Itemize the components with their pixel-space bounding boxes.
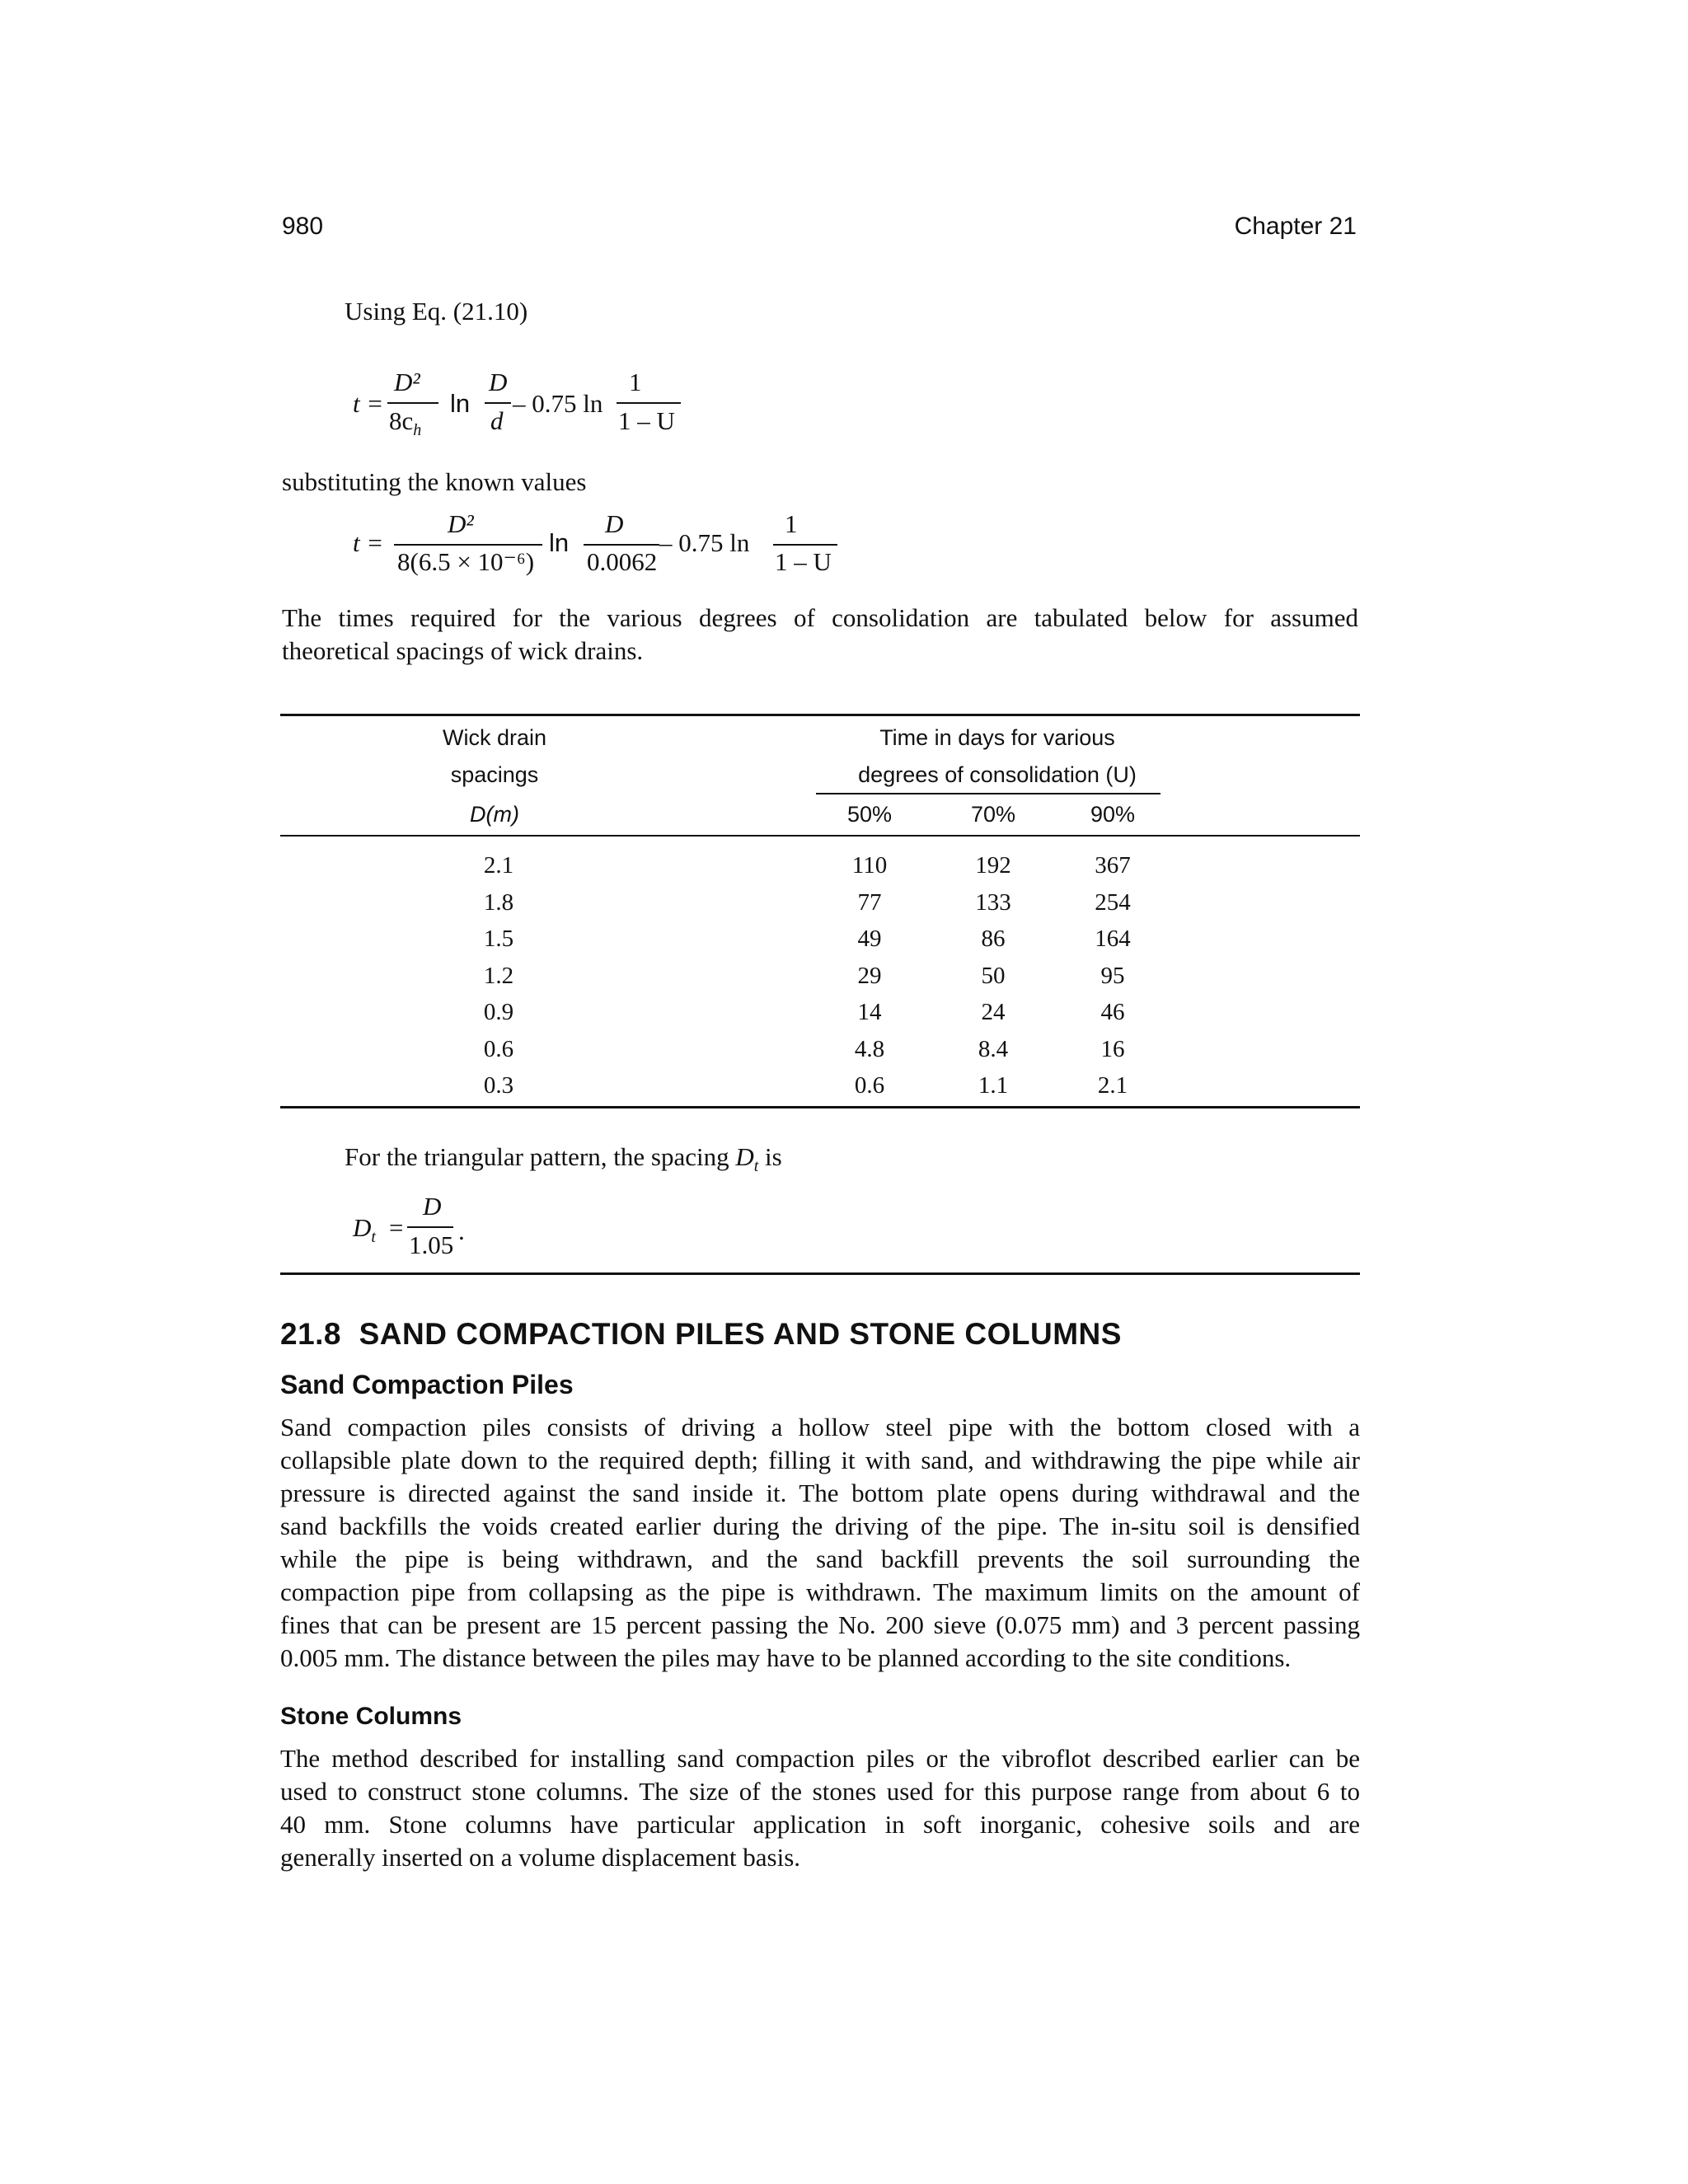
eq2-ln1: ln — [549, 528, 570, 557]
paragraph-line: fines that can be present are 15 percent passing the No. 200 sieve (0.075 mm) and 3 percent passing — [280, 1610, 1360, 1639]
eq2-frac1-bar — [394, 544, 542, 546]
group-header-line2: degrees of consolidation (U) — [858, 762, 1137, 787]
paragraph-line: generally inserted on a volume displacement basis. — [280, 1843, 801, 1872]
paragraph-line: while the pipe is being withdrawn, and the sand backfill prevents the soil surrounding the — [280, 1544, 1360, 1573]
table-cell-days: 164 — [1095, 926, 1131, 952]
table-cell-days: 95 — [1100, 962, 1125, 989]
triangular-text-after: is — [758, 1142, 782, 1171]
tri-eq-lhs-main: D — [353, 1213, 372, 1242]
eq1-lhs: t = — [353, 389, 384, 418]
eq2-lhs: t = — [353, 528, 384, 557]
eq2-frac2-num: D — [605, 509, 624, 538]
sand-piles-paragraph — [280, 1411, 1360, 1675]
tri-eq-num: D — [423, 1192, 442, 1221]
paragraph-line: compaction pipe from collapsing as the pipe is withdrawn. The maximum limits on the amount of — [280, 1577, 1360, 1606]
eq1-frac3-den: 1 – U — [618, 406, 675, 435]
paragraph-line: pressure is directed against the sand inside it. The bottom plate opens during withdrawal and the — [280, 1479, 1360, 1507]
table-cell-days: 24 — [981, 999, 1006, 1025]
eq1-ln1: ln — [450, 389, 471, 418]
group-header-rule — [816, 793, 1160, 794]
table-header-rule — [280, 835, 1360, 837]
tri-eq-den: 1.05 — [409, 1230, 454, 1259]
box-bottom-rule — [280, 1272, 1360, 1275]
table-cell-days: 110 — [851, 852, 888, 879]
table-cell-spacing: 0.3 — [483, 1072, 514, 1099]
paragraph-line: The method described for installing sand compaction piles or the vibroflot described earlier can be — [280, 1744, 1360, 1773]
paragraph-line: 0.005 mm. The distance between the piles may have to be planned according to the site conditions. — [280, 1643, 1292, 1672]
times-paragraph — [282, 602, 1358, 668]
using-eq-text: Using Eq. (21.10) — [345, 297, 528, 326]
table-cell-days: 46 — [1100, 999, 1125, 1025]
table-cell-spacing: 2.1 — [483, 852, 514, 879]
paragraph-line: Sand compaction piles consists of driving a hollow steel pipe with the bottom closed with a — [280, 1413, 1360, 1441]
subheading-stone-columns: Stone Columns — [280, 1703, 462, 1730]
table-cell-spacing: 1.5 — [483, 926, 514, 952]
paragraph-line: collapsible plate down to the required depth; filling it with sand, and withdrawing the pipe while air — [280, 1446, 1360, 1474]
table-top-rule — [280, 714, 1360, 716]
eq1-frac1-den-sub: h — [413, 421, 422, 440]
table-cell-days: 8.4 — [978, 1035, 1009, 1062]
eq1-frac3-bar — [617, 402, 681, 404]
triangular-text — [345, 1141, 782, 1183]
eq2-frac1-den: 8(6.5 × 10⁻⁶) — [397, 547, 535, 576]
paragraph-line: used to construct stone columns. The size of the stones used for this purpose range from about 6 to — [280, 1777, 1360, 1806]
triangular-var: D — [735, 1142, 754, 1171]
table-cell-spacing: 1.2 — [483, 962, 514, 989]
table-cell-days: 77 — [857, 888, 882, 916]
tri-eq-bar — [407, 1226, 453, 1228]
paragraph-line: 40 mm. Stone columns have particular application in soft inorganic, cohesive soils and are — [280, 1810, 1360, 1839]
eq1-frac2-bar — [485, 402, 511, 404]
times-paragraph-line2: theoretical spacings of wick drains. — [282, 636, 644, 665]
eq2-frac1-num: D² — [448, 509, 474, 538]
eq1-frac1-den — [389, 406, 421, 440]
eq1-frac1-bar — [387, 402, 438, 404]
col1-header-line2: spacings — [450, 762, 539, 787]
section-title: SAND COMPACTION PILES AND STONE COLUMNS — [359, 1317, 1122, 1351]
eq2-frac3-bar — [773, 544, 837, 546]
table-cell-spacing: 1.8 — [483, 888, 514, 916]
table-cell-spacing: 0.9 — [483, 999, 514, 1025]
table-cell-days: 192 — [975, 852, 1011, 879]
eq1-frac1-num: D² — [394, 368, 420, 396]
eq1-frac2-den: d — [490, 406, 504, 435]
triangular-var-sub: t — [753, 1157, 759, 1176]
group-header-line1: Time in days for various — [879, 725, 1115, 750]
stone-columns-paragraph — [280, 1742, 1360, 1874]
table-cell-spacing: 0.6 — [483, 1035, 514, 1062]
eq2-frac3-den: 1 – U — [775, 547, 832, 576]
col1-header-line3: D(m) — [470, 802, 519, 827]
table-cell-days: 29 — [857, 962, 882, 989]
eq2-frac2-bar — [584, 544, 659, 546]
table-cell-days: 14 — [857, 999, 882, 1025]
eq2-frac2-den: 0.0062 — [587, 547, 658, 576]
subheader-90: 90% — [1090, 802, 1136, 827]
table-cell-days: 1.1 — [978, 1072, 1009, 1099]
eq2-frac3-num: 1 — [785, 509, 798, 538]
tri-eq-end: . — [458, 1216, 465, 1245]
tri-eq-equals: = — [389, 1213, 404, 1242]
paragraph-line: sand backfills the voids created earlier during the driving of the pipe. The in-situ soil is densified — [280, 1511, 1360, 1540]
page-number: 980 — [282, 213, 324, 240]
triangular-text-before: For the triangular pattern, the spacing — [345, 1142, 736, 1171]
tri-eq-lhs-sub: t — [371, 1228, 376, 1247]
eq1-minus-term: – 0.75 ln — [513, 389, 603, 418]
col1-header-line1: Wick drain — [442, 725, 547, 750]
substituting-text: substituting the known values — [282, 467, 587, 496]
table-cell-days: 49 — [857, 926, 882, 952]
eq1-frac3-num: 1 — [629, 368, 642, 396]
table-cell-days: 16 — [1100, 1035, 1125, 1062]
eq1-frac2-num: D — [489, 368, 508, 396]
table-cell-days: 0.6 — [854, 1072, 885, 1099]
subheading-sand-piles: Sand Compaction Piles — [280, 1370, 574, 1399]
chapter-label: Chapter 21 — [1234, 213, 1357, 240]
eq2-minus-term: – 0.75 ln — [659, 528, 750, 557]
subheader-50: 50% — [846, 802, 893, 827]
section-heading — [280, 1317, 1122, 1352]
table-cell-days: 133 — [975, 888, 1011, 916]
tri-eq-lhs — [353, 1213, 376, 1247]
table-cell-days: 254 — [1095, 888, 1131, 916]
subheader-70: 70% — [970, 802, 1016, 827]
table-cell-days: 2.1 — [1097, 1072, 1128, 1099]
table-cell-days: 86 — [981, 926, 1006, 952]
table-cell-days: 50 — [981, 962, 1006, 989]
times-paragraph-line1: The times required for the various degrees of consolidation are tabulated below for assumed — [282, 603, 1358, 632]
eq1-frac1-den-main: 8c — [389, 406, 414, 435]
table-cell-days: 4.8 — [854, 1035, 885, 1062]
table-cell-days: 367 — [1095, 852, 1131, 879]
section-number: 21.8 — [280, 1317, 342, 1351]
table-bottom-rule — [280, 1106, 1360, 1108]
